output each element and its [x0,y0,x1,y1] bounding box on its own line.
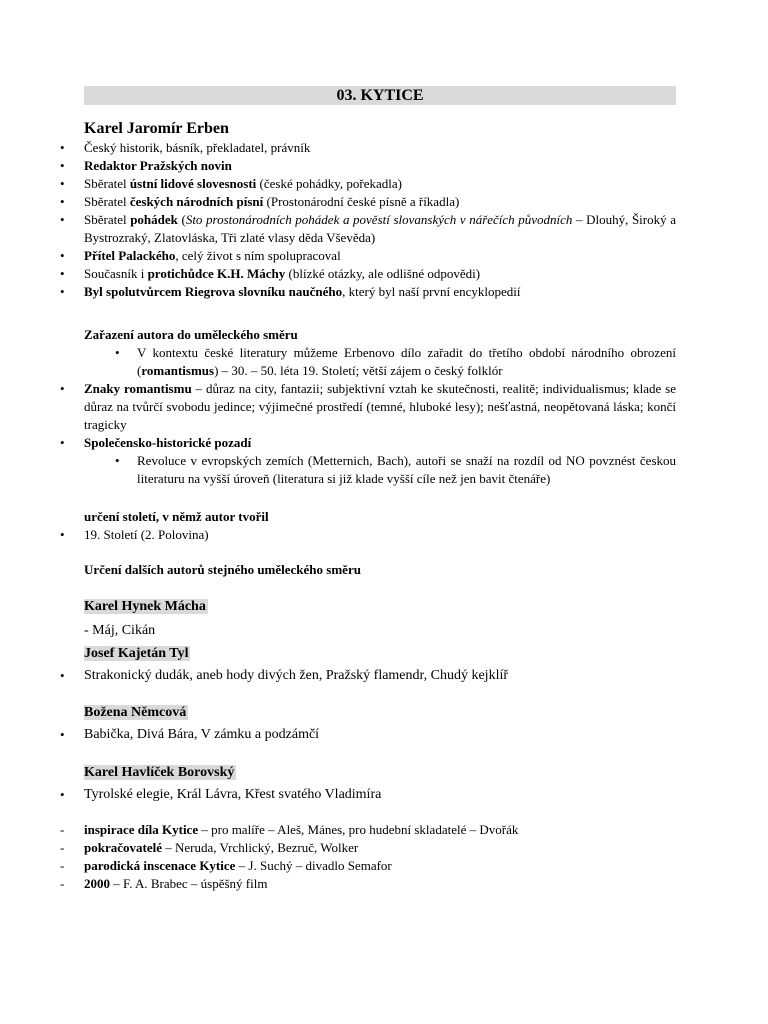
bullet-text: Sběratel [84,212,131,227]
bullet-text: Sběratel [84,194,130,209]
document-title: 03. KYTICE [84,86,676,105]
pozadi-list [137,452,676,488]
footer-text: – pro malíře – Aleš, Mánes, pro hudební skladatelé – Dvořák [198,822,519,837]
footer-text: – J. Suchý – divadlo Semafor [235,858,392,873]
bullet-text: , který byl naší první encyklopedií [342,284,521,299]
list-item [84,725,676,745]
bullet-text: , celý život s ním spolupracoval [175,248,341,263]
bullet-bold: protichůdce K.H. Máchy [147,266,286,281]
bullet-bold: pohádek [130,212,178,227]
author-works: Tyrolské elegie, Král Lávra, Křest svatého Vladimíra [84,787,382,802]
bullet-text: Sběratel [84,176,130,191]
author-heading: Karel Havlíček Borovský [84,765,235,780]
section-heading: Zařazení autora do uměleckého směru [84,327,298,342]
bullet-text: (české pohádky, pořekadla) [256,176,402,191]
footer-bold: parodická inscenace Kytice [84,858,236,873]
bullet-text: – Dlouhý, Široký a Bystrozraký, Zlatovláska, Tři zlaté vlasy děda Vševěda) [84,212,676,245]
list-item [84,857,676,875]
list-item [84,193,676,211]
footer-text: – Neruda, Vrchlický, Bezruč, Wolker [161,840,359,855]
other-author-havlicek [84,763,676,805]
author-heading: Josef Kajetán Tyl [84,646,189,661]
bullet-text: Současník i [84,266,148,281]
author-works: Strakonický dudák, aneb hody divých žen, Pražský flamendr, Chudý kejklíř [84,668,509,683]
stoleti-list [84,526,676,544]
footer-list [84,821,676,893]
list-item [84,380,676,434]
bullet-text: Revoluce v evropských zemích (Metternich, Bach), autoři se snaží na rozdíl od NO povznést českou literaturu na vyšší úroveň (literatura si již klade vyšší cíle než jen bavit čtenáře) [137,453,676,486]
bullet-text: ) – 30. – 50. léta 19. Století; větší zájem o český folklór [214,363,503,378]
author-heading: Božena Němcová [84,705,187,720]
list-item [84,139,676,157]
author-name: Karel Jaromír Erben [84,120,229,137]
list-item [84,265,676,283]
list-item [84,875,676,893]
other-author-tyl [84,644,676,686]
author-works: Babička, Divá Bára, V zámku a podzámčí [84,727,320,742]
other-author-macha [84,597,676,641]
bullet-italic: Sto prostonárodních pohádek a pověstí slovanských v nářečích původních [185,212,573,227]
bullet-bold: ústní lidové slovesnosti [129,176,257,191]
list-item [84,211,676,247]
author-works-list [84,785,676,805]
author-works-list [84,666,676,686]
list-item [84,839,676,857]
zarazeni-list [137,344,676,380]
list-item [84,247,676,265]
zarazeni-section [84,326,676,488]
footer-bold: pokračovatelé [84,840,162,855]
list-item [84,785,676,805]
bullet-bold: Byl spolutvůrcem Riegrova slovníku naučného [84,284,343,299]
bullet-text: (Prostonárodní české písně a říkadla) [263,194,460,209]
list-item [84,821,676,839]
section-heading: Určení dalších autorů stejného uměleckého směru [84,562,361,577]
list-item [84,526,676,544]
footer-section [84,821,676,893]
bullet-bold: českých národních písní [129,194,264,209]
dalsi-heading [84,561,676,579]
other-author-nemcova [84,703,676,745]
bullet-bold: Přítel Palackého [84,248,176,263]
bullet-text: – důraz na city, fantazii; subjektivní vztah ke skutečnosti, realitě; individualismus; klade se důraz na tvůrčí svobodu jedince; výjimečné prostředí (temné, hluboké lesy); nešťastná, neopětovaná láska; končí tragicky [84,381,676,432]
bullet-bold: Redaktor Pražských novin [84,158,232,173]
bullet-text: Český historik, básník, překladatel, právník [84,140,311,155]
bullet-bold: Společensko-historické pozadí [84,435,252,450]
list-item [84,175,676,193]
bullet-text: ( [177,212,186,227]
bullet-text: V kontextu české literatury můžeme Erbenovo dílo zařadit do třetího období národního obrození ( [137,345,676,378]
bullet-bold: Znaky romantismu [84,381,192,396]
bullet-bold: romantismus [141,363,215,378]
stoleti-section [84,508,676,544]
list-item [84,666,676,686]
section-heading: určení století, v němž autor tvořil [84,509,269,524]
author-bullets [84,139,676,301]
author-works: - Máj, Cikán [84,623,156,638]
list-item [84,157,676,175]
footer-bold: 2000 [84,876,110,891]
author-section [84,119,676,301]
znaky-list [84,380,676,452]
author-heading: Karel Hynek Mácha [84,599,206,614]
list-item [84,283,676,301]
author-works-list [84,725,676,745]
list-item [137,344,676,380]
list-item [137,452,676,488]
footer-bold: inspirace díla Kytice [84,822,199,837]
bullet-text: (blízké otázky, ale odlišné odpovědi) [285,266,481,281]
list-item [84,434,676,452]
bullet-text: 19. Století (2. Polovina) [84,527,209,542]
footer-text: – F. A. Brabec – úspěšný film [110,876,268,891]
